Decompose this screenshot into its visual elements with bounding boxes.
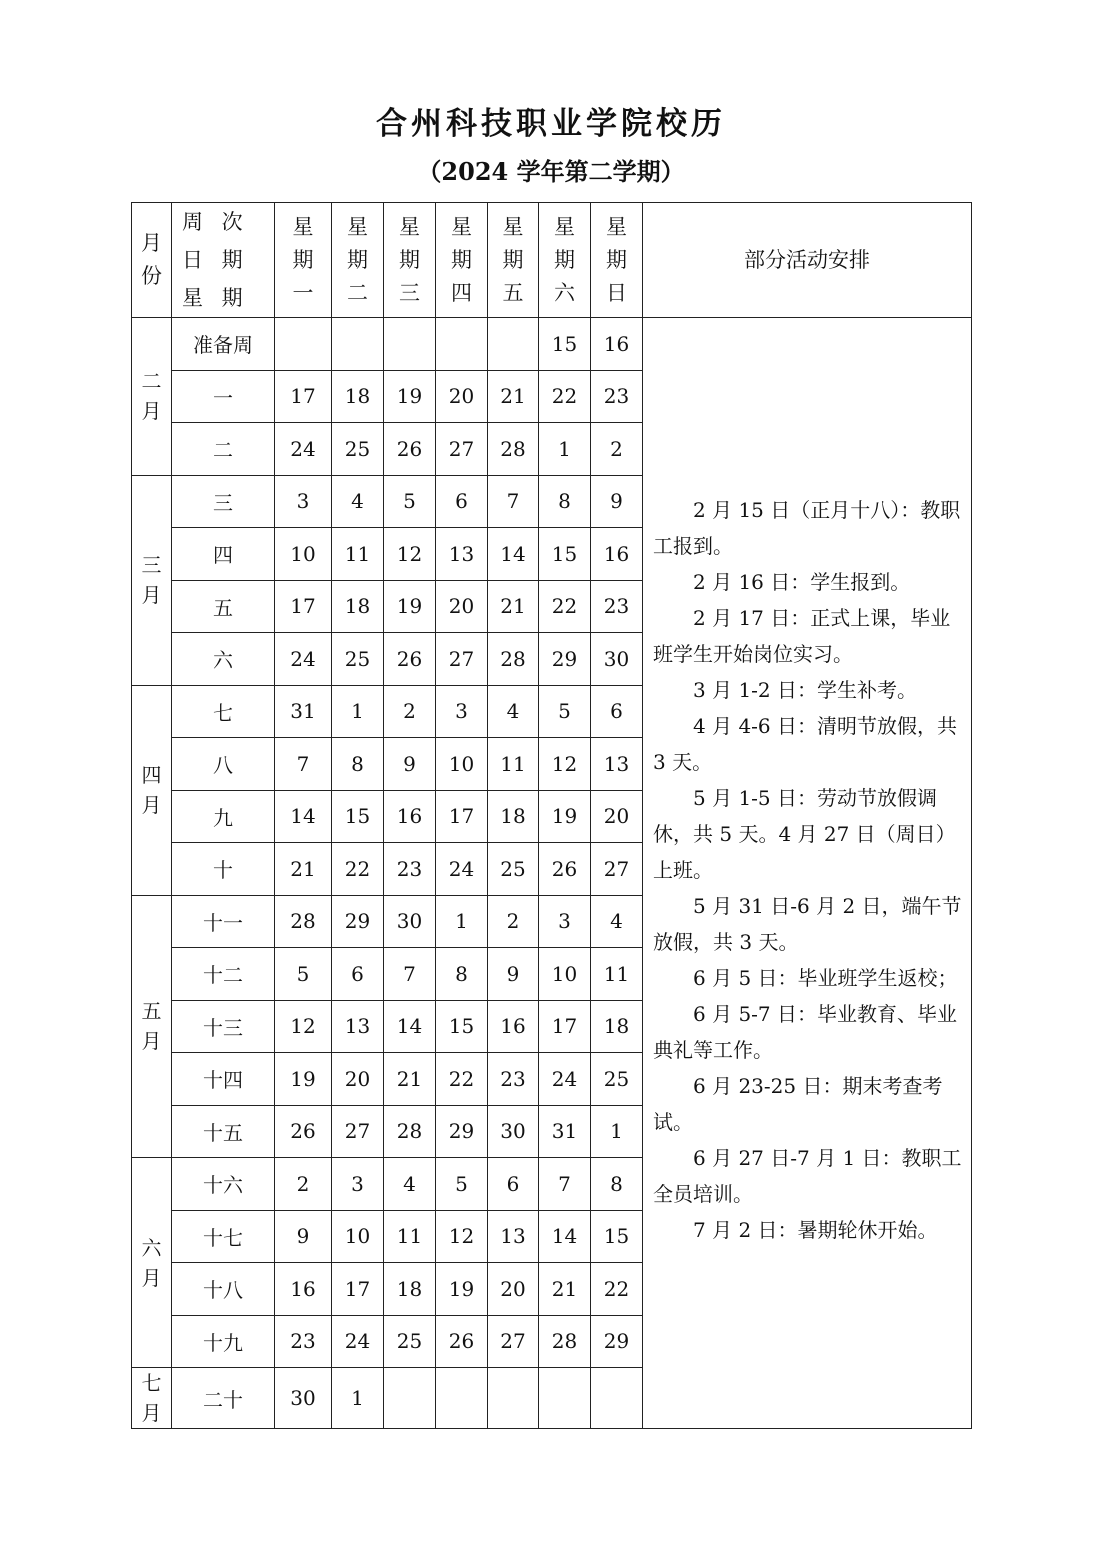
day-cell: 14	[539, 1210, 591, 1263]
month-cell	[132, 685, 172, 895]
week-label: 二十	[172, 1368, 275, 1429]
day-cell: 15	[539, 528, 591, 581]
week-row	[132, 318, 972, 371]
day-cell: 18	[488, 790, 539, 843]
day-cell: 4	[332, 475, 384, 528]
day-cell: 20	[332, 1053, 384, 1106]
activity-item: 4 月 4-6 日：清明节放假，共 3 天。	[653, 714, 958, 774]
day-cell: 23	[275, 1315, 332, 1368]
day-cell	[488, 1368, 539, 1429]
day-cell: 19	[384, 580, 436, 633]
week-label: 八	[172, 738, 275, 791]
day-cell: 17	[275, 580, 332, 633]
header-month-char: 月	[141, 231, 162, 255]
day-cell: 14	[384, 1000, 436, 1053]
day-cell: 18	[332, 370, 384, 423]
day-cell: 20	[488, 1263, 539, 1316]
weekday-char: 期	[502, 247, 524, 272]
day-cell: 8	[539, 475, 591, 528]
day-cell: 29	[436, 1105, 488, 1158]
weekday-char: 星	[292, 214, 314, 239]
day-cell: 3	[436, 685, 488, 738]
day-cell: 7	[384, 948, 436, 1001]
activity-item: 2 月 16 日：学生报到。	[693, 570, 911, 594]
day-cell: 24	[436, 843, 488, 896]
week-label: 十五	[172, 1105, 275, 1158]
week-label: 四	[172, 528, 275, 581]
day-cell: 14	[275, 790, 332, 843]
weekday-char: 六	[554, 280, 575, 305]
header-weekday-wed	[384, 203, 436, 318]
corner-date-label: 日 期	[182, 248, 249, 272]
day-cell: 26	[384, 423, 436, 476]
activity-item: 6 月 27 日-7 月 1 日：教职工全员培训。	[653, 1146, 962, 1206]
day-cell: 23	[591, 370, 643, 423]
header-month-char: 份	[141, 264, 162, 288]
day-cell: 11	[591, 948, 643, 1001]
weekday-char: 期	[399, 247, 420, 272]
weekday-char: 期	[606, 247, 627, 272]
day-cell: 1	[436, 895, 488, 948]
day-cell: 10	[436, 738, 488, 791]
day-cell	[275, 318, 332, 371]
month-cell	[132, 1368, 172, 1429]
page-title: 合州科技职业学院校历	[376, 106, 726, 142]
day-cell: 2	[591, 423, 643, 476]
day-cell: 26	[275, 1105, 332, 1158]
week-label: 十一	[172, 895, 275, 948]
day-cell: 2	[275, 1158, 332, 1211]
day-cell: 22	[591, 1263, 643, 1316]
day-cell: 22	[436, 1053, 488, 1106]
month-char: 六	[141, 1235, 162, 1260]
header-weekday-sat	[539, 203, 591, 318]
month-char: 二	[141, 369, 162, 394]
day-cell: 17	[332, 1263, 384, 1316]
day-cell: 28	[275, 895, 332, 948]
day-cell: 3	[275, 475, 332, 528]
day-cell: 30	[488, 1105, 539, 1158]
day-cell: 11	[384, 1210, 436, 1263]
week-label: 十八	[172, 1263, 275, 1316]
day-cell	[384, 1368, 436, 1429]
day-cell: 28	[539, 1315, 591, 1368]
day-cell	[591, 1368, 643, 1429]
day-cell: 23	[488, 1053, 539, 1106]
day-cell: 13	[436, 528, 488, 581]
day-cell: 20	[591, 790, 643, 843]
day-cell: 16	[488, 1000, 539, 1053]
day-cell: 10	[332, 1210, 384, 1263]
day-cell: 16	[275, 1263, 332, 1316]
activity-item: 2 月 17 日：正式上课，毕业班学生开始岗位实习。	[653, 606, 951, 666]
weekday-char: 星	[399, 214, 420, 239]
weekday-char: 二	[347, 280, 368, 305]
month-char: 月	[141, 793, 162, 817]
day-cell	[436, 1368, 488, 1429]
corner-weekday-label: 星 期	[182, 286, 249, 310]
day-cell: 13	[591, 738, 643, 791]
day-cell	[539, 1368, 591, 1429]
day-cell: 29	[539, 633, 591, 686]
day-cell: 27	[332, 1105, 384, 1158]
corner-week-label: 周 次	[182, 210, 249, 234]
month-char: 三	[141, 553, 162, 577]
month-cell	[132, 475, 172, 685]
day-cell: 21	[539, 1263, 591, 1316]
day-cell: 1	[539, 423, 591, 476]
day-cell: 23	[591, 580, 643, 633]
day-cell: 7	[488, 475, 539, 528]
day-cell: 10	[539, 948, 591, 1001]
day-cell: 30	[591, 633, 643, 686]
day-cell: 12	[384, 528, 436, 581]
day-cell: 15	[591, 1210, 643, 1263]
weekday-char: 期	[554, 247, 575, 272]
day-cell: 5	[436, 1158, 488, 1211]
day-cell: 9	[488, 948, 539, 1001]
activity-item: 6 月 5-7 日：毕业教育、毕业典礼等工作。	[653, 1002, 958, 1062]
day-cell: 24	[539, 1053, 591, 1106]
header-weekday-fri	[488, 203, 539, 318]
day-cell: 29	[591, 1315, 643, 1368]
header-month	[132, 203, 172, 318]
day-cell: 19	[384, 370, 436, 423]
day-cell: 24	[332, 1315, 384, 1368]
activity-item: 6 月 5 日：毕业班学生返校；	[693, 966, 958, 990]
day-cell: 31	[539, 1105, 591, 1158]
day-cell: 12	[436, 1210, 488, 1263]
day-cell: 1	[332, 1368, 384, 1429]
day-cell: 7	[539, 1158, 591, 1211]
day-cell: 21	[488, 370, 539, 423]
week-label: 九	[172, 790, 275, 843]
weekday-char: 星	[347, 214, 368, 239]
day-cell: 25	[384, 1315, 436, 1368]
activity-item: 6 月 23-25 日：期末考查考试。	[653, 1074, 943, 1134]
day-cell: 20	[436, 370, 488, 423]
day-cell: 9	[384, 738, 436, 791]
day-cell: 22	[539, 580, 591, 633]
day-cell: 13	[488, 1210, 539, 1263]
day-cell: 17	[436, 790, 488, 843]
day-cell: 17	[275, 370, 332, 423]
month-cell	[132, 895, 172, 1158]
activity-item: 5 月 31 日-6 月 2 日，端午节放假，共 3 天。	[653, 894, 962, 954]
day-cell: 4	[488, 685, 539, 738]
day-cell	[384, 318, 436, 371]
week-label: 准备周	[172, 318, 275, 371]
weekday-char: 期	[347, 247, 368, 272]
day-cell: 6	[488, 1158, 539, 1211]
day-cell: 22	[332, 843, 384, 896]
day-cell: 28	[488, 423, 539, 476]
week-label: 十六	[172, 1158, 275, 1211]
day-cell: 29	[332, 895, 384, 948]
day-cell: 9	[591, 475, 643, 528]
month-cell	[132, 318, 172, 476]
day-cell: 4	[384, 1158, 436, 1211]
day-cell: 16	[591, 528, 643, 581]
day-cell: 5	[384, 475, 436, 528]
day-cell: 26	[384, 633, 436, 686]
day-cell: 30	[275, 1368, 332, 1429]
weekday-char: 日	[606, 280, 627, 305]
header-activities: 部分活动安排	[643, 203, 972, 318]
week-label: 十四	[172, 1053, 275, 1106]
weekday-char: 期	[292, 247, 314, 272]
day-cell: 27	[488, 1315, 539, 1368]
day-cell: 6	[332, 948, 384, 1001]
day-cell: 25	[488, 843, 539, 896]
month-char: 月	[141, 583, 162, 607]
day-cell: 9	[275, 1210, 332, 1263]
day-cell: 6	[591, 685, 643, 738]
day-cell: 27	[591, 843, 643, 896]
day-cell: 22	[539, 370, 591, 423]
day-cell: 28	[384, 1105, 436, 1158]
day-cell: 11	[488, 738, 539, 791]
day-cell: 1	[591, 1105, 643, 1158]
month-cell	[132, 1158, 172, 1368]
day-cell	[332, 318, 384, 371]
day-cell: 27	[436, 423, 488, 476]
month-char: 月	[141, 1265, 162, 1290]
day-cell: 15	[332, 790, 384, 843]
week-label: 十	[172, 843, 275, 896]
calendar-table	[131, 202, 972, 1429]
weekday-char: 三	[399, 280, 420, 305]
day-cell: 21	[384, 1053, 436, 1106]
activity-item: 7 月 2 日：暑期轮休开始。	[693, 1218, 938, 1242]
day-cell: 17	[539, 1000, 591, 1053]
day-cell: 7	[275, 738, 332, 791]
month-char: 四	[141, 763, 162, 787]
day-cell: 11	[332, 528, 384, 581]
day-cell: 12	[275, 1000, 332, 1053]
day-cell: 18	[384, 1263, 436, 1316]
day-cell: 28	[488, 633, 539, 686]
day-cell: 25	[332, 423, 384, 476]
day-cell	[488, 318, 539, 371]
day-cell: 25	[332, 633, 384, 686]
day-cell: 1	[332, 685, 384, 738]
day-cell: 3	[332, 1158, 384, 1211]
day-cell: 5	[539, 685, 591, 738]
month-char: 月	[141, 1029, 162, 1054]
weekday-char: 期	[451, 247, 472, 272]
week-label: 十二	[172, 948, 275, 1001]
weekday-char: 五	[502, 280, 524, 305]
header-weekday-mon	[275, 203, 332, 318]
month-char: 月	[141, 399, 162, 424]
week-label: 一	[172, 370, 275, 423]
week-label: 三	[172, 475, 275, 528]
day-cell: 16	[384, 790, 436, 843]
day-cell: 31	[275, 685, 332, 738]
header-weekday-tue	[332, 203, 384, 318]
month-char: 五	[141, 999, 162, 1024]
day-cell: 20	[436, 580, 488, 633]
page-subtitle: （2024 学年第二学期）	[417, 157, 685, 186]
week-label: 二	[172, 423, 275, 476]
day-cell: 24	[275, 423, 332, 476]
day-cell: 26	[436, 1315, 488, 1368]
header-corner	[172, 203, 275, 318]
header-weekday-sun	[591, 203, 643, 318]
day-cell: 18	[332, 580, 384, 633]
day-cell: 8	[591, 1158, 643, 1211]
weekday-char: 星	[502, 214, 524, 239]
day-cell: 19	[436, 1263, 488, 1316]
day-cell: 19	[275, 1053, 332, 1106]
day-cell: 25	[591, 1053, 643, 1106]
day-cell: 10	[275, 528, 332, 581]
day-cell: 26	[539, 843, 591, 896]
day-cell: 6	[436, 475, 488, 528]
day-cell: 27	[436, 633, 488, 686]
weekday-char: 四	[451, 280, 472, 305]
day-cell: 2	[488, 895, 539, 948]
day-cell	[436, 318, 488, 371]
activities-cell	[643, 318, 972, 1429]
day-cell: 13	[332, 1000, 384, 1053]
month-char: 月	[141, 1401, 162, 1425]
month-char: 七	[141, 1371, 162, 1395]
day-cell: 15	[539, 318, 591, 371]
day-cell: 8	[332, 738, 384, 791]
day-cell: 30	[384, 895, 436, 948]
day-cell: 21	[488, 580, 539, 633]
day-cell: 12	[539, 738, 591, 791]
activity-item: 5 月 1-5 日：劳动节放假调休，共 5 天。4 月 27 日（周日）上班。	[653, 786, 956, 882]
week-label: 七	[172, 685, 275, 738]
day-cell: 14	[488, 528, 539, 581]
activity-item: 2 月 15 日（正月十八）：教职工报到。	[653, 498, 961, 558]
week-label: 五	[172, 580, 275, 633]
weekday-char: 星	[606, 214, 627, 239]
day-cell: 23	[384, 843, 436, 896]
week-label: 十七	[172, 1210, 275, 1263]
day-cell: 15	[436, 1000, 488, 1053]
header-weekday-thu	[436, 203, 488, 318]
day-cell: 3	[539, 895, 591, 948]
day-cell: 2	[384, 685, 436, 738]
day-cell: 16	[591, 318, 643, 371]
week-label: 十九	[172, 1315, 275, 1368]
day-cell: 5	[275, 948, 332, 1001]
weekday-char: 一	[292, 280, 314, 305]
day-cell: 19	[539, 790, 591, 843]
weekday-char: 星	[554, 214, 575, 239]
day-cell: 8	[436, 948, 488, 1001]
day-cell: 4	[591, 895, 643, 948]
day-cell: 21	[275, 843, 332, 896]
header-row	[132, 203, 972, 318]
activity-item: 3 月 1-2 日：学生补考。	[693, 678, 918, 702]
weekday-char: 星	[451, 214, 472, 239]
day-cell: 24	[275, 633, 332, 686]
week-label: 六	[172, 633, 275, 686]
day-cell: 18	[591, 1000, 643, 1053]
week-label: 十三	[172, 1000, 275, 1053]
